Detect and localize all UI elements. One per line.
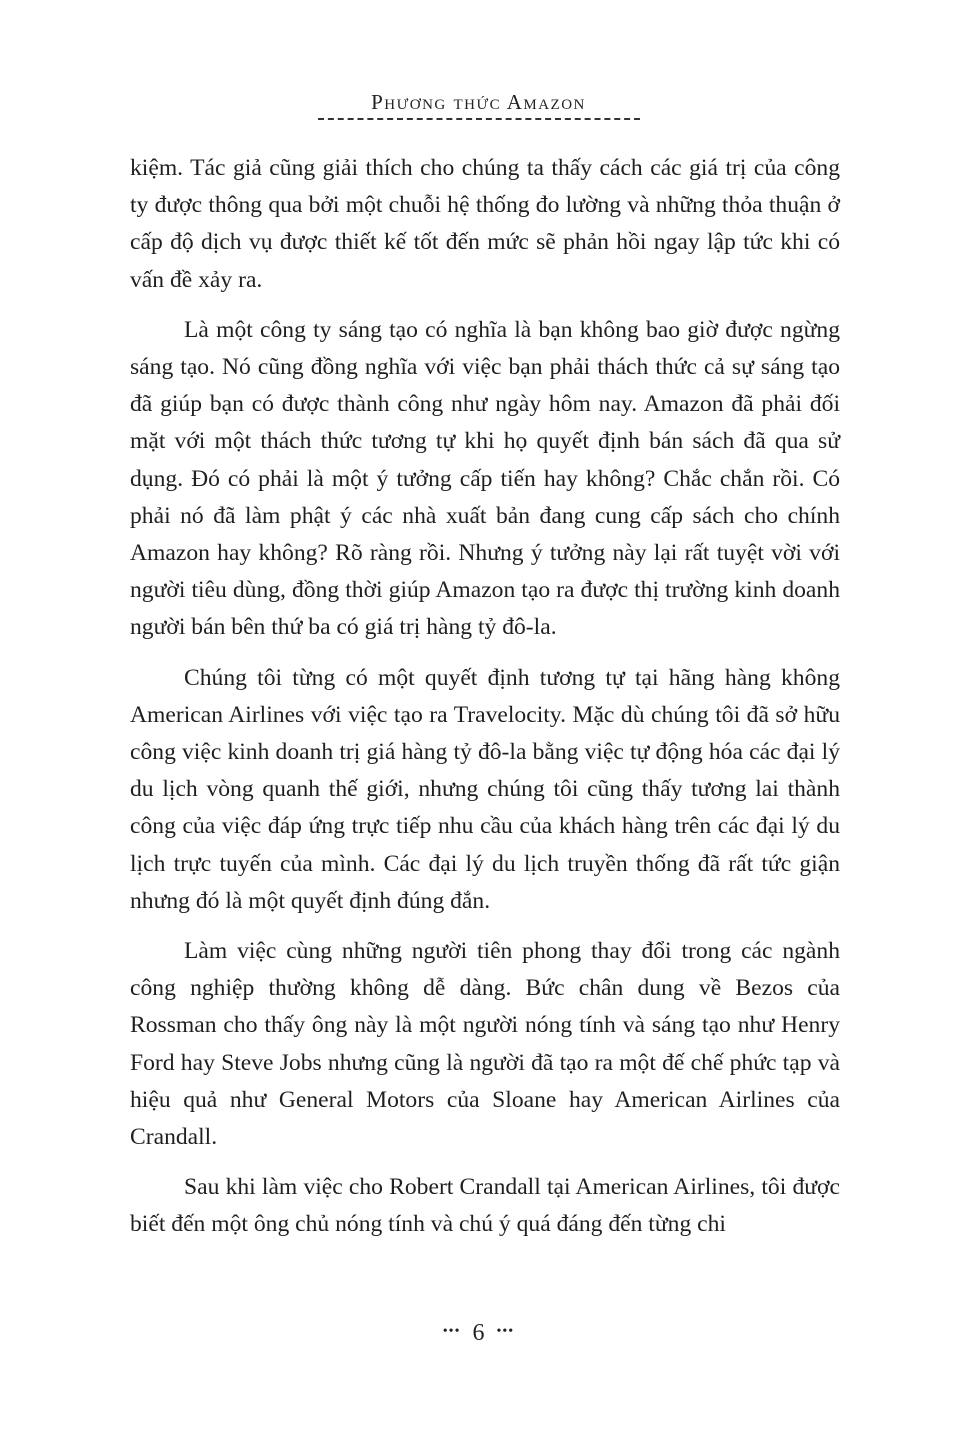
running-head-dashed-rule xyxy=(318,118,640,120)
paragraph: Chúng tôi từng có một quyết định tương tự tại hãng hàng không American Airlines với việc tạo ra Travelocity. Mặc dù chúng tôi đã sở hữu công việc kinh doanh trị giá hàng tỷ đô-la bằng việc tự động hóa các đại lý du lịch vòng quanh thế giới, nhưng chúng tôi cũng thấy tương lai thành công của việc đáp ứng trực tiếp nhu cầu của khách hàng trên các đại lý du lịch trực tuyến của mình. Các đại lý du lịch truyền thống đã rất tức giận nhưng đó là một quyết định đúng đắn. xyxy=(130,664,840,914)
folio-ornament-right: ••• xyxy=(496,1324,515,1340)
page-footer xyxy=(0,1318,957,1349)
running-title: Phương thức Amazon xyxy=(371,90,586,114)
paragraph: Làm việc cùng những người tiên phong thay đổi trong các ngành công nghiệp thường không dễ dàng. Bức chân dung về Bezos của Rossman cho thấy ông này là một người nóng tính và sáng tạo như Henry Ford hay Steve Jobs nhưng cũng là người đã tạo ra một đế chế phức tạp và hiệu quả như General Motors của Sloane hay American Airlines của Crandall. xyxy=(130,938,840,1151)
body-text xyxy=(130,150,840,1257)
paragraph-continued: kiệm. Tác giả cũng giải thích cho chúng ta thấy cách các giá trị của công ty được thông qua bởi một chuỗi hệ thống đo lường và những thỏa thuận ở cấp độ dịch vụ được thiết kế tốt đến mức sẽ phản hồi ngay lập tức khi có vấn đề xảy ra. xyxy=(130,155,840,293)
paragraph: Sau khi làm việc cho Robert Crandall tại American Airlines, tôi được biết đến một ông chủ nóng tính và chú ý quá đáng đến từng chi xyxy=(130,1174,840,1238)
paragraph: Là một công ty sáng tạo có nghĩa là bạn không bao giờ được ngừng sáng tạo. Nó cũng đồng nghĩa với việc bạn phải thách thức cả sự sáng tạo đã giúp bạn có được thành công như ngày hôm nay. Amazon đã phải đối mặt với một thách thức tương tự khi họ quyết định bán sách đã qua sử dụng. Đó có phải là một ý tưởng cấp tiến hay không? Chắc chắn rồi. Có phải nó đã làm phật ý các nhà xuất bản đang cung cấp sách cho chính Amazon hay không? Rõ ràng rồi. Nhưng ý tưởng này lại rất tuyệt vời với người tiêu dùng, đồng thời giúp Amazon tạo ra được thị trường kinh doanh người bán bên thứ ba có giá trị hàng tỷ đô-la. xyxy=(130,316,840,641)
folio-ornament-left: ••• xyxy=(442,1324,461,1340)
running-head xyxy=(0,88,957,120)
page-number: 6 xyxy=(472,1320,485,1346)
